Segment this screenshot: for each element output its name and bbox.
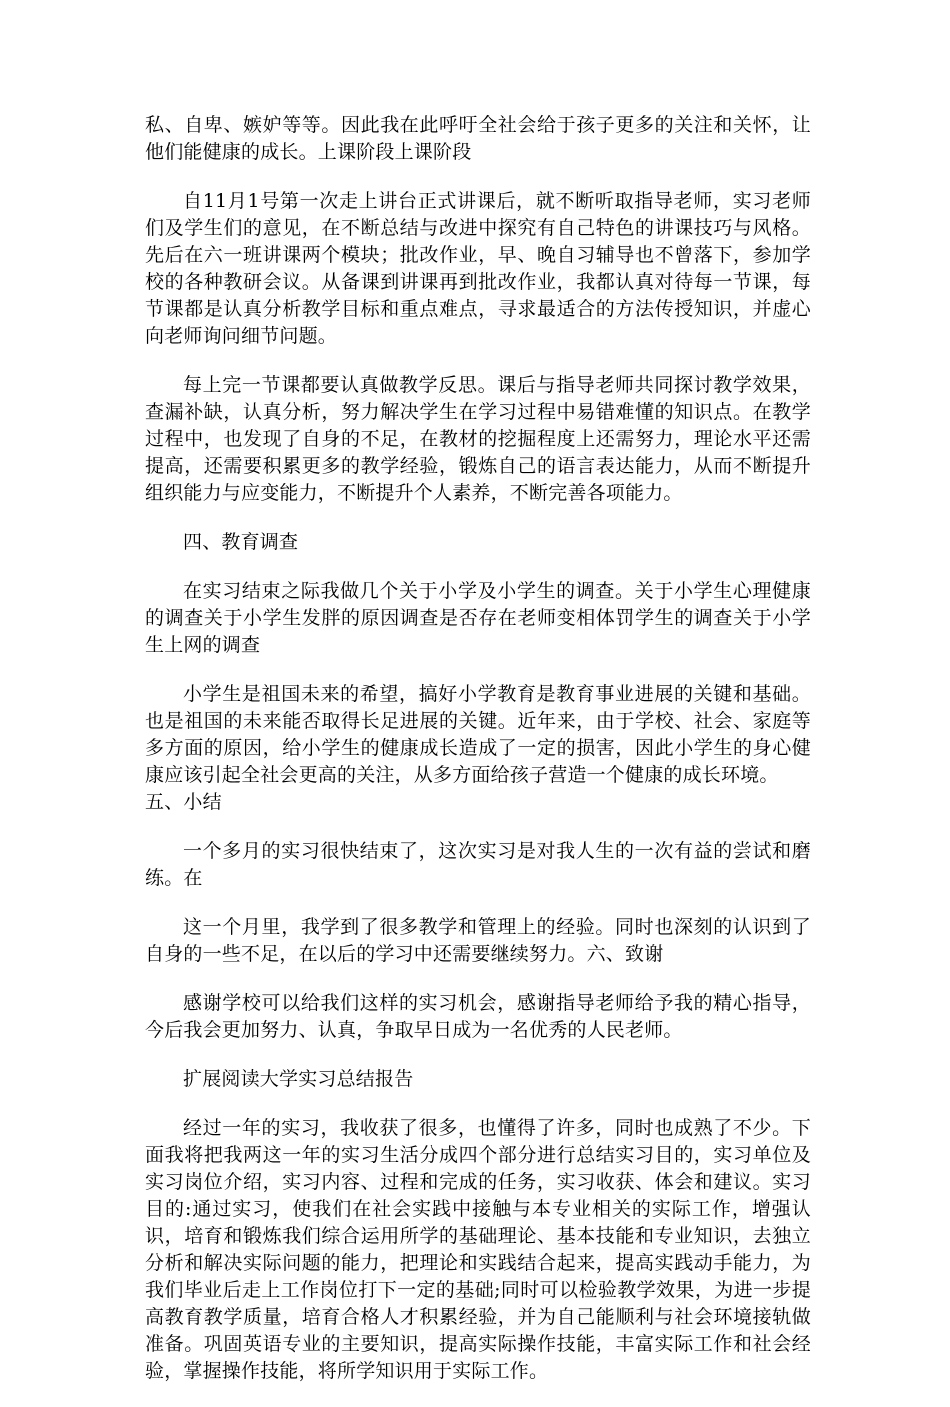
paragraph-month: 这一个月里，我学到了很多教学和管理上的经验。同时也深刻的认识到了自身的一些不足，在以后的学习中还需要继续努力。六、致谢 (145, 916, 811, 965)
heading-extended-reading: 扩展阅读大学实习总结报告 (183, 1068, 414, 1090)
document-body (145, 112, 811, 1407)
paragraph-internship-report: 经过一年的实习，我收获了很多，也懂得了许多，同时也成熟了不少。下面我将把我两这一年的实习生活分成四个部分进行总结实习目的，实习单位及实习岗位介绍，实习内容、过程和完成的任务，实习收获、体会和建议。实习目的:通过实习，使我们在社会实践中接触与本专业相关的实际工作，增强认识，培育和锻炼我们综合运用所学的基础理论、基本技能和专业知识，去独立分析和解决实际问题的能力，把理论和实践结合起来，提高实践动手能力，为我们毕业后走上工作岗位打下一定的基础;同时可以检验教学效果，为进一步提高教育教学质量，培育合格人才积累经验，并为自己能顺利与社会环境接轨做准备。巩固英语专业的主要知识，提高实际操作技能，丰富实际工作和社会经验，掌握操作技能，将所学知识用于实际工作。 (145, 1117, 811, 1382)
paragraph-reflection: 每上完一节课都要认真做教学反思。课后与指导老师共同探讨教学效果，查漏补缺，认真分析，努力解决学生在学习过程中易错难懂的知识点。在教学过程中，也发现了自身的不足，在教材的挖掘程度上还需努力，理论水平还需提高，还需要积累更多的教学经验，锻炼自己的语言表达能力，从而不断提升组织能力与应变能力，不断提升个人素养，不断完善各项能力。 (145, 374, 811, 504)
paragraph-summary: 一个多月的实习很快结束了，这次实习是对我人生的一次有益的尝试和磨练。在 (145, 840, 811, 889)
paragraph-pupils: 小学生是祖国未来的希望，搞好小学教育是教育事业进展的关键和基础。也是祖国的未来能否取得长足进展的关键。近年来，由于学校、社会、家庭等多方面的原因，给小学生的健康成长造成了一定的损害，因此小学生的身心健康应该引起全社会更高的关注，从多方面给孩子营造一个健康的成长环境。 (145, 683, 811, 786)
section-heading-summary: 五、小结 (145, 791, 222, 813)
section-heading-education-survey: 四、教育调查 (183, 531, 299, 553)
paragraph-teaching: 自11月1号第一次走上讲台正式讲课后，就不断听取指导老师，实习老师们及学生们的意见，在不断总结与改进中探究有自己特色的讲课技巧与风格。先后在六一班讲课两个模块；批改作业，早、晚自习辅导也不曾落下，参加学校的各种教研会议。从备课到讲课再到批改作业，我都认真对待每一节课，每节课都是认真分析教学目标和重点难点，寻求最适合的方法传授知识，并虚心向老师询问细节问题。 (145, 190, 811, 347)
paragraph-continuation: 私、自卑、嫉妒等等。因此我在此呼吁全社会给于孩子更多的关注和关怀，让他们能健康的成长。上课阶段上课阶段 (145, 114, 811, 163)
paragraph-thanks: 感谢学校可以给我们这样的实习机会，感谢指导老师给予我的精心指导，今后我会更加努力、认真，争取早日成为一名优秀的人民老师。 (145, 992, 811, 1041)
paragraph-survey: 在实习结束之际我做几个关于小学及小学生的调查。关于小学生心理健康的调查关于小学生发胖的原因调查是否存在老师变相体罚学生的调查关于小学生上网的调查 (145, 580, 811, 656)
